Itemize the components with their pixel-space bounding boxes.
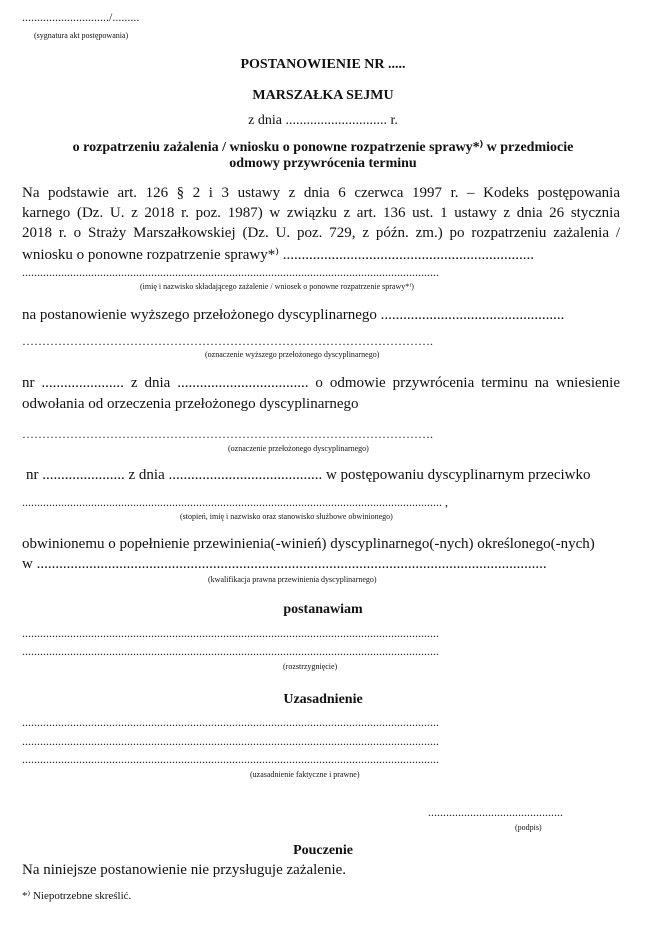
supervisor-caption: (oznaczenie przełożonego dyscyplinarnego) — [228, 444, 369, 453]
justification-caption: (uzasadnienie faktyczne i prawne) — [250, 770, 360, 779]
ruling-line-1[interactable]: ........................................................................................................................................... — [22, 626, 439, 640]
superior-dots[interactable]: …………………………………………………………………………………………. — [22, 334, 433, 348]
complainant-caption: (imię i nazwisko składającego zażalenie / wniosek o ponowne rozpatrzenie sprawy*⁾) — [140, 282, 414, 291]
paragraph-1-line-3: 2018 r. o Straży Marszałkowskiej (Dz. U. poz. 729, z późn. zm.) po rozpatrzeniu zażalenia / — [22, 225, 620, 241]
signature-caption: (podpis) — [515, 823, 542, 832]
justification-line-2[interactable]: ........................................................................................................................................... — [22, 734, 439, 748]
case-number-caption: (sygnatura akt postępowania) — [34, 31, 129, 40]
superior-line[interactable]: na postanowienie wyższego przełożonego dyscyplinarnego ................................................. — [22, 307, 565, 323]
superior-caption: (oznaczenie wyższego przełożonego dyscyplinarnego) — [205, 350, 380, 359]
instruction-text: Na niniejsze postanowienie nie przysługuje zażalenie. — [22, 862, 347, 878]
qualification-caption: (kwalifikacja prawna przewinienia dyscyplinarnego) — [208, 575, 377, 584]
justification-heading: Uzasadnienie — [283, 692, 363, 707]
issuer-title: MARSZAŁKA SEJMU — [252, 88, 394, 103]
decision-title: POSTANOWIENIE NR ..... — [240, 57, 406, 72]
instruction-heading: Pouczenie — [293, 843, 353, 858]
supervisor-dots[interactable]: …………………………………………………………………………………………. — [22, 427, 433, 441]
accused-caption: (stopień, imię i nazwisko oraz stanowisko służbowe obwinionego) — [180, 512, 393, 521]
paragraph-1-line-2: karnego (Dz. U. z 2018 r. poz. 1987) w związku z art. 136 ust. 1 ustawy z dnia 26 stycznia — [22, 205, 620, 221]
qualification-line[interactable]: w ........................................................................................................................................ — [22, 556, 547, 572]
accused-dots[interactable]: ............................................................................................................................................ , — [22, 495, 448, 509]
subject-line-1: o rozpatrzeniu zażalenia / wniosku o ponowne rozpatrzenie sprawy*⁾ w przedmiocie — [72, 140, 574, 155]
signature-line[interactable]: ............................................. — [428, 805, 563, 819]
ruling-caption: (rozstrzygnięcie) — [283, 662, 338, 671]
footnote: *⁾ Niepotrzebne skreślić. — [22, 890, 132, 902]
ruling-heading: postanawiam — [283, 602, 363, 617]
nr-line-2[interactable]: nr ...................... z dnia ......................................... w postępowaniu dyscyplinarnym przeciwko — [26, 467, 591, 483]
paragraph-1-line-1: Na podstawie art. 126 § 2 i 3 ustawy z dnia 6 czerwca 1997 r. – Kodeks postępowania — [22, 185, 620, 201]
justification-line-3[interactable]: ........................................................................................................................................... — [22, 752, 439, 766]
paragraph-1-line-4[interactable]: wniosku o ponowne rozpatrzenie sprawy*⁾ ................................................................... — [22, 247, 534, 263]
appeal-line: odwołania od orzeczenia przełożonego dyscyplinarnego — [22, 396, 359, 412]
subject-line-2: odmowy przywrócenia terminu — [229, 156, 417, 171]
ruling-line-2[interactable]: ........................................................................................................................................... — [22, 644, 439, 658]
nr-line-1[interactable]: nr ...................... z dnia ................................... o odmowie przywrócenia terminu na wniesienie — [22, 375, 620, 391]
complainant-dots[interactable]: ........................................................................................................................................... — [22, 265, 439, 279]
case-number-line[interactable]: ............................./......... — [22, 10, 140, 24]
justification-line-1[interactable]: ........................................................................................................................................... — [22, 715, 439, 729]
decision-date-line[interactable]: z dnia ............................. r. — [248, 113, 398, 128]
accused-line: obwinionemu o popełnienie przewinienia(-winień) dyscyplinarnego(-nych) określonego(-nych) — [22, 536, 595, 552]
